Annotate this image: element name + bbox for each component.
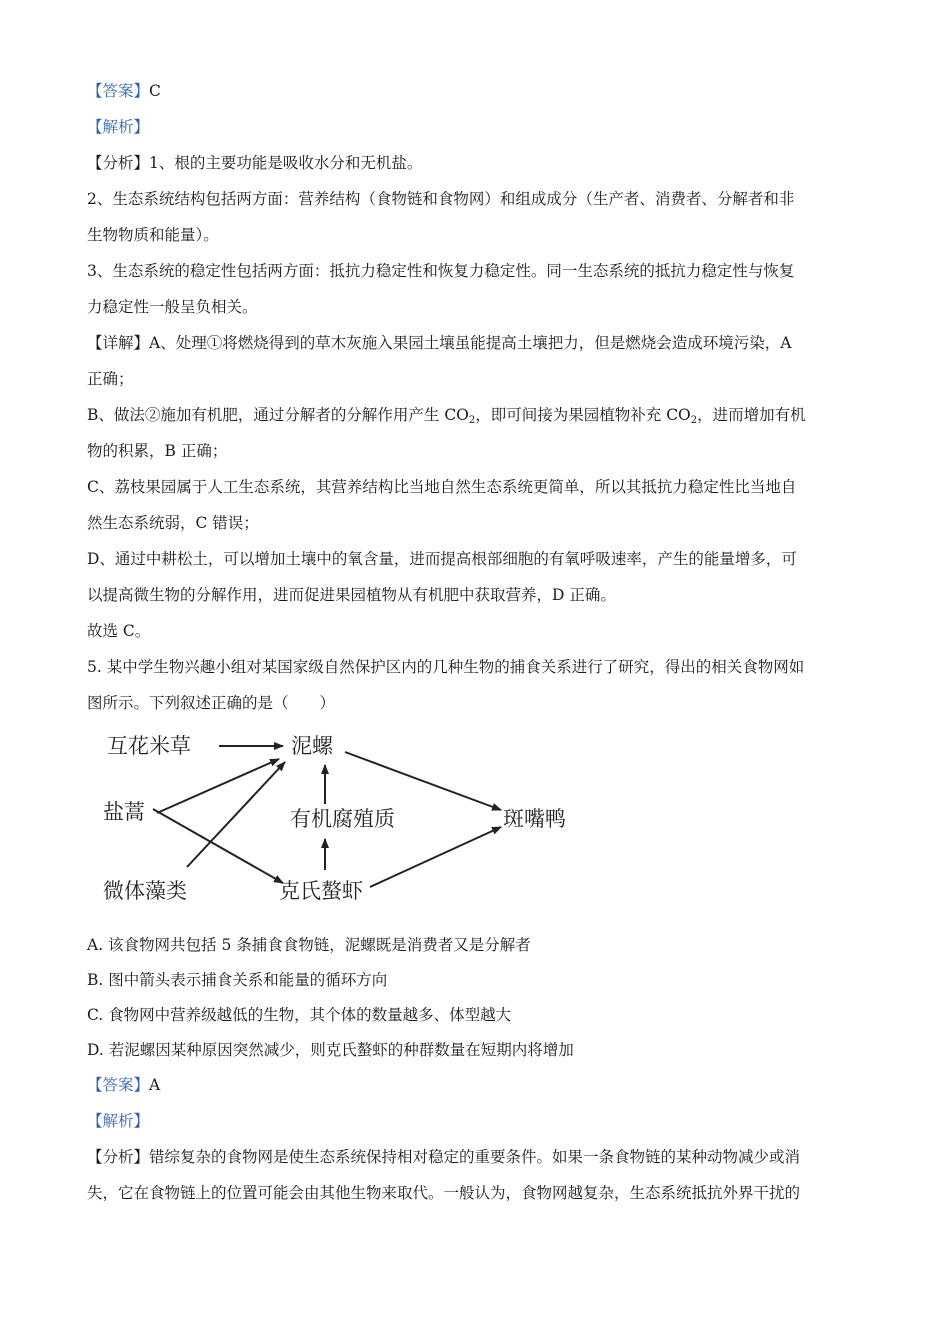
analysis-text-line: 力稳定性一般呈负相关。 (87, 298, 258, 316)
analysis-tag: 【解析】 (87, 118, 150, 136)
arrow-yanhao-to-keshi (153, 809, 283, 883)
option-c: C. 食物网中营养级越低的生物，其个体的数量越多、体型越大 (87, 1006, 512, 1024)
analysis-text-line: 失，它在食物链上的位置可能会由其他生物来取代。一般认为，食物网越复杂，生态系统抵抗外界干扰的 (87, 1184, 801, 1202)
option-d: D. 若泥螺因某种原因突然减少，则克氏螯虾的种群数量在短期内将增加 (87, 1041, 574, 1059)
option-a: A. 该食物网共包括 5 条捕食食物链，泥螺既是消费者又是分解者 (87, 936, 531, 954)
detail-text-line-co2 (87, 405, 806, 431)
answer-line-q5 (87, 1075, 160, 1095)
question-stem-line: 图所示。下列叙述正确的是（ ） (87, 694, 336, 712)
subscript: 2 (468, 415, 476, 426)
question-stem-line: 5. 某中学生物兴趣小组对某国家级自然保护区内的几种生物的捕食关系进行了研究，得出的相关食物网如 (87, 658, 805, 676)
answer-line-q4 (87, 81, 161, 101)
node-yanhao: 盐蒿 (103, 800, 145, 824)
option-b: B. 图中箭头表示捕食关系和能量的循环方向 (87, 971, 388, 989)
detail-text-line: D、通过中耕松土，可以增加土壤中的氧含量，进而提高根部细胞的有氧呼吸速率，产生的能量增多，可 (87, 550, 797, 568)
analysis-tag: 【解析】 (87, 1112, 150, 1130)
arrow-keshi-to-banzuiya (370, 827, 501, 887)
answer-value: C (149, 82, 161, 100)
analysis-text-line: 生物物质和能量）。 (87, 226, 219, 244)
detail-text-line: 【详解】A、处理①将燃烧得到的草木灰施入果园土壤虽能提高土壤把力，但是燃烧会造成环境污染，A (87, 334, 792, 352)
text-segment: B、做法②施加有机肥，通过分解者的分解作用产生 CO (87, 406, 469, 424)
node-banzuiya: 斑嘴鸭 (503, 807, 566, 831)
conclusion-line: 故选 C。 (87, 622, 151, 640)
node-niluo: 泥螺 (291, 734, 333, 758)
node-keshi-aoxia: 克氏螯虾 (279, 879, 363, 903)
arrow-yanhao-to-niluo (157, 759, 279, 813)
answer-tag: 【答案】 (87, 1076, 150, 1094)
detail-text-line: 以提高微生物的分解作用，进而促进果园植物从有机肥中获取营养，D 正确。 (87, 586, 616, 604)
analysis-text-line: 3、生态系统的稳定性包括两方面：抵抗力稳定性和恢复力稳定性。同一生态系统的抵抗力稳定性与恢复 (87, 262, 795, 280)
node-weiti-zaolei: 微体藻类 (103, 879, 187, 903)
detail-text-line: 然生态系统弱，C 错误； (87, 514, 259, 532)
text-segment: ，进而增加有机 (697, 406, 806, 424)
analysis-text-line: 【分析】1、根的主要功能是吸收水分和无机盐。 (87, 154, 423, 172)
detail-text-line: C、荔枝果园属于人工生态系统，其营养结构比当地自然生态系统更简单，所以其抵抗力稳定性比当地自 (87, 478, 797, 496)
analysis-text-line: 2、生态系统结构包括两方面：营养结构（食物链和食物网）和组成成分（生产者、消费者、分解者和非 (87, 190, 795, 208)
node-huhua-micao: 互花米草 (107, 734, 191, 758)
food-web-diagram (95, 727, 595, 912)
detail-text-line: 正确； (87, 370, 134, 388)
node-youji-fuzhizhi: 有机腐殖质 (290, 807, 395, 831)
text-segment: ，即可间接为果园植物补充 CO (475, 406, 691, 424)
answer-value: A (149, 1076, 161, 1094)
subscript: 2 (690, 415, 698, 426)
detail-text-line: 物的积累，B 正确； (87, 442, 228, 460)
arrow-niluo-to-banzuiya (345, 752, 501, 810)
analysis-text-line: 【分析】错综复杂的食物网是使生态系统保持相对稳定的重要条件。如果一条食物链的某种动物减少或消 (87, 1148, 801, 1166)
answer-tag: 【答案】 (87, 82, 150, 100)
